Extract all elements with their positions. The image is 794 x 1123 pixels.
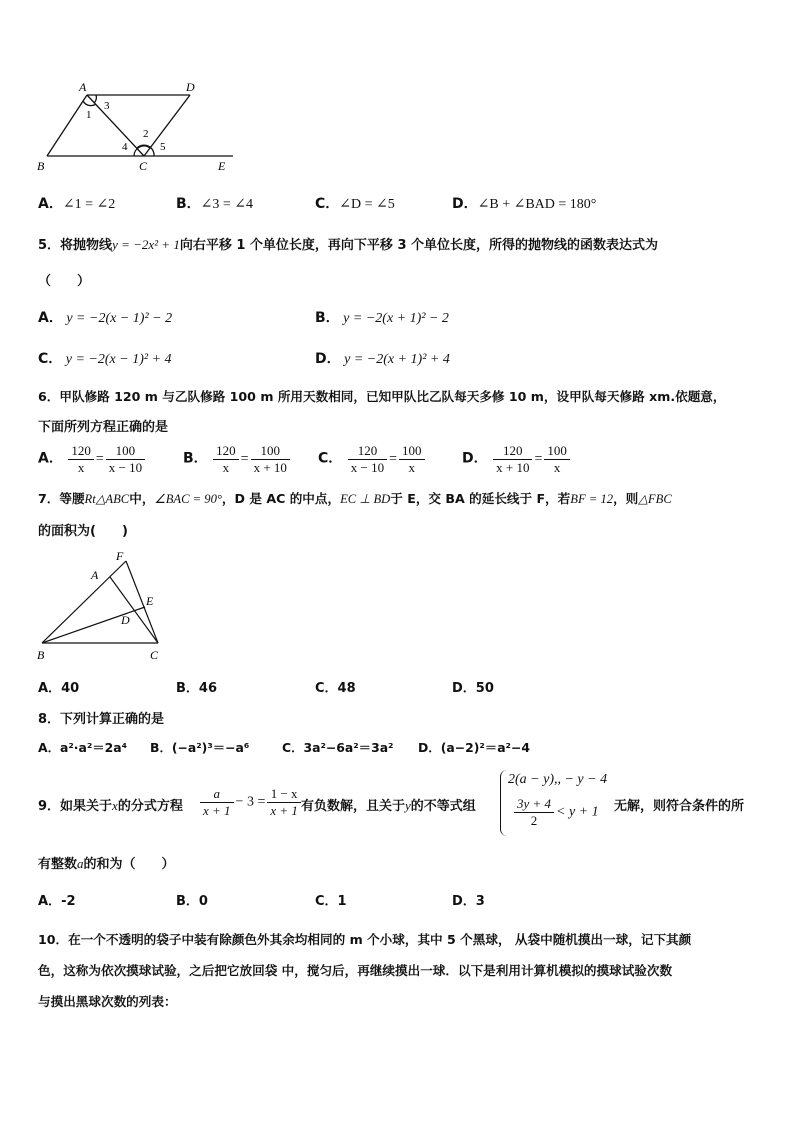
q4-option-d[interactable] — [452, 193, 596, 213]
option-letter: D． — [462, 450, 488, 467]
option-text: ∠1 = ∠2 — [62, 197, 116, 212]
option-text: ∠D = ∠5 — [339, 197, 395, 212]
q6-option-b[interactable]: B． $\frac{120}{x}$ = $\frac{100}{x + 10}$ — [183, 443, 292, 476]
q5-option-d[interactable] — [315, 348, 450, 368]
q7-option-b[interactable]: B．46 — [176, 681, 218, 696]
fraction: $\frac{100}{x}$ — [399, 443, 425, 476]
q10-stem-line2: 色，这称为依次摸球试验，之后把它放回袋 中，搅匀后，再继续摸出一球．以下是利用计算机模拟的摸球试验次数 — [38, 963, 673, 978]
q5-stem — [38, 234, 658, 253]
q8-option-d[interactable]: D．(a−2)²＝a²−4 — [418, 740, 530, 755]
option-letter: D． — [315, 351, 341, 367]
q9-stem-part2: 有负数解，且关于y的不等式组 — [301, 798, 476, 814]
q7-stem-line2: 的面积为( ) — [38, 524, 128, 539]
point-label-b: B — [37, 159, 45, 173]
q4-option-c[interactable] — [315, 193, 395, 213]
q8-option-a[interactable]: A．a²·a²＝2a⁴ — [38, 740, 128, 755]
q9-stem-line2: 有整数a的和为（ ） — [38, 856, 175, 872]
q6-stem-line2: 下面所列方程正确的是 — [38, 420, 169, 435]
q4-option-b[interactable] — [176, 193, 253, 213]
point-label-e: E — [218, 159, 226, 173]
system-brace — [500, 770, 507, 836]
q6-option-c[interactable]: C． $\frac{120}{x - 10}$ = $\frac{100}{x}$ — [318, 443, 427, 476]
q8-option-b[interactable]: B．(−a²)³＝−a⁶ — [150, 740, 250, 755]
fraction: $\frac{3y + 4}{2}$ — [514, 796, 554, 829]
point-label-c: C — [139, 159, 148, 173]
fraction: $\frac{100}{x + 10}$ — [251, 443, 290, 476]
q8-stem: 8．下列计算正确的是 — [38, 712, 165, 727]
point-label-e: E — [146, 594, 154, 608]
option-letter: C． — [315, 196, 340, 212]
option-text: y = −2(x + 1)² + 4 — [344, 352, 450, 367]
q10-stem-line1: 10．在一个不透明的袋子中装有除颜色外其余均相同的 m 个小球，其中 5 个黑球， 从袋中随机摸出一球，记下其颜 — [38, 932, 692, 947]
angle-label-5: 5 — [160, 141, 166, 153]
q7-option-a[interactable]: A．40 — [38, 681, 80, 696]
question-number: 5． — [38, 238, 61, 253]
point-label-d: D — [121, 613, 130, 627]
q5-option-a[interactable] — [38, 307, 172, 327]
option-letter: B． — [315, 310, 340, 326]
angle-label-3: 3 — [104, 100, 110, 112]
angle-label-4: 4 — [122, 141, 128, 153]
option-text: ∠B + ∠BAD = 180° — [477, 197, 597, 212]
q7-stem-line1: 7．等腰Rt△ABC中，∠BAC = 90°，D 是 AC 的中点，EC ⊥ BD于 E，交 BA 的延长线于 F，若BF = 12，则△FBC — [38, 491, 672, 506]
q6-option-d[interactable]: D． $\frac{120}{x + 10}$ = $\frac{100}{x}$ — [462, 443, 572, 476]
fraction: $\frac{100}{x - 10}$ — [106, 443, 145, 476]
fraction: $\frac{120}{x + 10}$ — [493, 443, 532, 476]
q6-option-a[interactable]: A． $\frac{120}{x}$ = $\frac{100}{x - 10}$ — [38, 443, 147, 476]
option-letter: B． — [176, 196, 201, 212]
point-label-c: C — [150, 648, 159, 662]
fraction: $\frac{100}{x}$ — [544, 443, 570, 476]
q9-stem-part1: 9．如果关于x的分式方程 — [38, 798, 183, 814]
q9-inequality-2: $\frac{3y + 4}{2}$ < y + 1 — [512, 796, 599, 829]
option-letter: A． — [38, 196, 63, 212]
fraction: $\frac{1 - x}{x + 1}$ — [267, 786, 301, 819]
q5-text-pre: 将抛物线 — [60, 238, 113, 253]
q8-option-c[interactable]: C．3a²−6a²＝3a² — [282, 740, 394, 755]
segment-ab — [47, 95, 87, 156]
angle-label-2: 2 — [143, 128, 149, 140]
q9-inequality-1: 2(a − y),, − y − 4 — [508, 772, 608, 787]
option-text: ∠3 = ∠4 — [200, 197, 254, 212]
option-letter: C． — [318, 450, 343, 467]
option-text: y = −2(x − 1)² + 4 — [65, 352, 172, 367]
fraction: $\frac{120}{x - 10}$ — [348, 443, 387, 476]
q9-option-d[interactable]: D．3 — [452, 894, 485, 909]
q7-option-c[interactable]: C．48 — [315, 681, 356, 696]
option-letter: A． — [38, 450, 63, 467]
point-label-a: A — [91, 568, 99, 582]
q4-option-a[interactable] — [38, 193, 115, 213]
point-label-f: F — [116, 549, 124, 563]
option-letter: C． — [38, 351, 63, 367]
q5-bracket: （ ） — [38, 274, 91, 289]
q9-equation: $\frac{a}{x + 1}$ − 3 = $\frac{1 - x}{x + 1}$ — [198, 786, 303, 819]
triangle-figure — [30, 545, 175, 667]
q9-option-a[interactable]: A．-2 — [38, 894, 76, 909]
fraction: $\frac{120}{x}$ — [68, 443, 94, 476]
q9-stem-part3: 无解，则符合条件的所 — [614, 799, 745, 814]
q7-option-d[interactable]: D．50 — [452, 681, 494, 696]
q5-option-c[interactable] — [38, 348, 172, 368]
q6-stem-line1: 6．甲队修路 120 m 与乙队修路 100 m 所用天数相同，已知甲队比乙队每天多修 10 m，设甲队每天修路 xm.依题意， — [38, 389, 726, 404]
angle-label-1: 1 — [86, 109, 92, 121]
q10-stem-line3: 与摸出黑球次数的列表： — [38, 994, 177, 1009]
option-text: y = −2(x + 1)² − 2 — [343, 311, 449, 326]
point-label-b: B — [37, 648, 45, 662]
q5-option-b[interactable] — [315, 307, 449, 327]
point-label-d: D — [186, 80, 195, 94]
parallelogram-figure — [30, 78, 245, 176]
q5-formula: y = −2x² + 1 — [112, 237, 180, 252]
point-label-a: A — [79, 80, 87, 94]
option-letter: A． — [38, 310, 63, 326]
q5-text-post: 向右平移 1 个单位长度，再向下平移 3 个单位长度，所得的抛物线的函数表达式为 — [179, 238, 659, 253]
fraction: $\frac{120}{x}$ — [213, 443, 239, 476]
fraction: $\frac{a}{x + 1}$ — [200, 786, 234, 819]
segment-ac — [110, 577, 158, 643]
q9-option-b[interactable]: B．0 — [176, 894, 208, 909]
q9-option-c[interactable]: C．1 — [315, 894, 347, 909]
option-text: y = −2(x − 1)² − 2 — [66, 311, 173, 326]
angle-arc-a2 — [94, 95, 96, 103]
option-letter: B． — [183, 450, 208, 467]
option-letter: D． — [452, 196, 478, 212]
segment-bf — [42, 561, 126, 643]
